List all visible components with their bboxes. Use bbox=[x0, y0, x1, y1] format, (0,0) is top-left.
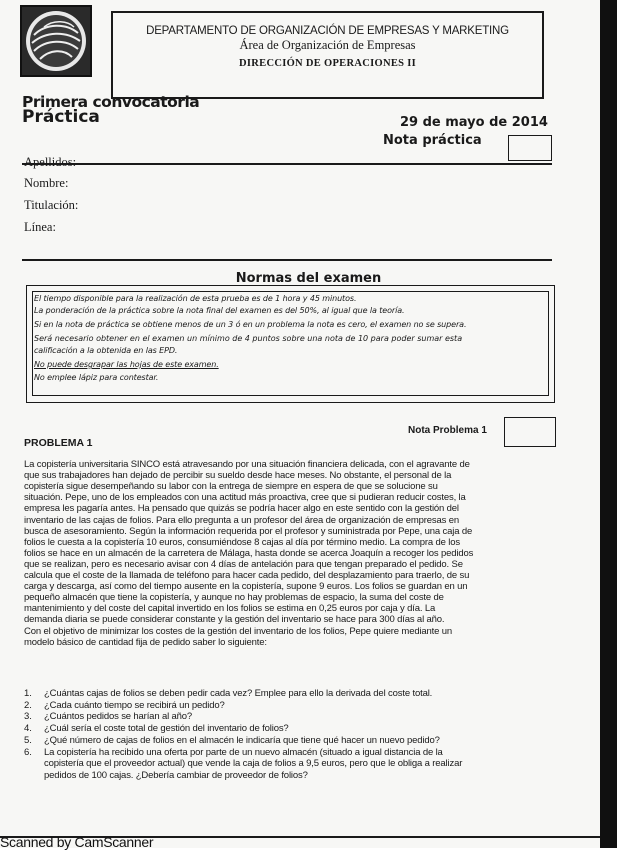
problem-text-line: Con el objetivo de minimizar los costes de la gestión del inventario de los folios, Pepe quiere mediante un bbox=[24, 625, 453, 637]
problem-text-line: copistería sigue desempeñando su labor con la entrega de siempre en espera de que se solucione su bbox=[24, 481, 438, 493]
rule-line: El tiempo disponible para la realización de esta prueba es de 1 hora y 45 minutos. bbox=[34, 294, 357, 303]
question-text: ¿Cuántas cajas de folios se deben pedir cada vez? Emplee para ello la derivada del coste total. bbox=[44, 688, 433, 699]
question-text: copistería que el proveedor actual) que vende la caja de folios a 9,5 euros, pero que le obliga a realizar bbox=[44, 758, 463, 770]
problem-text-line: pequeño almacén que tiene la copistería, y aunque no hay problemas de espacio, la suma del coste de bbox=[24, 592, 444, 604]
problem-text-line: carga y descarga, así como del tiempo ausente en la copistería, supone 9 euros. Los folios se guardan en un bbox=[24, 581, 468, 593]
problem-text-line: calcula que el coste de la llamada de teléfono para hacer cada pedido, del desplazamiento para traerlo, de su bbox=[24, 570, 470, 581]
question-text: pedidos de 100 cajas. ¿Debería cambiar de proveedor de folios? bbox=[44, 769, 308, 781]
question-number: 3. bbox=[24, 711, 32, 723]
department-header bbox=[111, 11, 544, 99]
exam-type-title: Práctica bbox=[22, 107, 100, 127]
problem-text-line: inventario de las cajas de folios. Para ello pregunta a un profesor del área de organización de empresas en bbox=[24, 514, 459, 526]
problem-text-line: busca de asesoramiento. Según la información requerida por el profesor y suministrada por Pepe, una caja de bbox=[24, 525, 473, 537]
problem-text-line: que se realizan, pero es necesario avisar con 4 días de antelación para que tengan preparado el pedido. Se bbox=[24, 558, 463, 570]
rule-line: La ponderación de la práctica sobre la nota final del examen es del 50%, al igual que la teoría. bbox=[34, 306, 405, 315]
direction-name: DIRECCIÓN DE OPERACIONES II bbox=[238, 58, 416, 69]
question-text: ¿Cada cuánto tiempo se recibirá un pedido? bbox=[44, 699, 225, 711]
field-linea: Línea: bbox=[24, 220, 56, 234]
practice-grade-label: Nota práctica bbox=[383, 133, 482, 148]
question-text: ¿Cuántos pedidos se harían al año? bbox=[44, 711, 193, 723]
problem-text-line: La copistería universitaria SINCO está atravesando por una situación financiera delicada, con el agravante de bbox=[24, 459, 470, 470]
exam-date: 29 de mayo de 2014 bbox=[400, 115, 548, 130]
area-name: Área de Organización de Empresas bbox=[239, 38, 416, 52]
department-name: DEPARTAMENTO DE ORGANIZACIÓN DE EMPRESAS Y MARKETING bbox=[146, 25, 509, 37]
field-titulacion: Titulación: bbox=[24, 198, 79, 212]
rule-line: No puede desgrapar las hojas de este examen. bbox=[34, 360, 219, 369]
problem-text-line: empresa les pagaría antes. Ha pensado que quizás se podría hacer algo en este sentido con la gestión del bbox=[24, 503, 459, 515]
field-nombre: Nombre: bbox=[24, 176, 69, 190]
question-number: 5. bbox=[24, 734, 32, 746]
scanner-watermark: Scanned by CamScanner bbox=[0, 834, 154, 850]
convocatoria-title: Primera convocatoria bbox=[22, 93, 200, 111]
problem-text-line: folios le cuesta a la copistería 10 euros, consumiéndose 8 cajas al día por término medio. La compra de los bbox=[24, 536, 460, 548]
practice-grade-box[interactable] bbox=[508, 135, 552, 161]
problem-text-line: que sus trabajadores han dejado de percibir su sueldo desde hace meses. No obstante, el personal de la bbox=[24, 470, 452, 482]
divider-fields bbox=[22, 259, 552, 261]
rule-line: calificación a la obtenida en las EPD. bbox=[34, 346, 178, 355]
question-number: 2. bbox=[24, 699, 32, 711]
divider-top bbox=[22, 163, 552, 165]
question-number: 4. bbox=[24, 723, 32, 735]
question-text: ¿Cuál sería el coste total de gestión del inventario de folios? bbox=[44, 723, 289, 735]
problem-text-line: situación. Pepe, uno de los empleados con una actitud más proactiva, cree que si pudieran reducir costes, la bbox=[24, 492, 466, 504]
problem-title: PROBLEMA 1 bbox=[24, 437, 93, 449]
university-logo-icon bbox=[20, 5, 92, 77]
question-text: ¿Qué número de cajas de folios en el almacén le indicaría que tiene qué hacer un nuevo pedido? bbox=[44, 734, 440, 746]
scan-edge-shadow bbox=[600, 0, 617, 848]
problem-grade-box[interactable] bbox=[504, 417, 556, 447]
rules-title: Normas del examen bbox=[235, 271, 382, 286]
question-text: La copistería ha recibido una oferta por parte de un nuevo almacén (situado a igual distancia de la bbox=[44, 746, 443, 758]
rule-line: No emplee lápiz para contestar. bbox=[34, 373, 159, 382]
problem-text-line: demanda diaria se puede considerar constante y la gestión del inventario se hace para 300 días al año. bbox=[24, 614, 445, 626]
field-apellidos: Apellidos: bbox=[24, 155, 77, 169]
problem-text-line: mantenimiento y del coste del capital invertido en los folios se estima en 0,25 euros por caja y día. La bbox=[24, 603, 436, 615]
rule-line: Será necesario obtener en el examen un mínimo de 4 puntos sobre una nota de 10 para poder sumar esta bbox=[34, 334, 463, 343]
problem-text-line: folios se hace en un almacén de la carretera de Málaga, hasta donde se acerca Joaquín a recoger los pedidos bbox=[24, 547, 474, 559]
problem-text-line: modelo básico de cantidad fija de pedido saber lo siguiente: bbox=[24, 636, 267, 648]
rule-line: Si en la nota de práctica se obtiene menos de un 3 ó en un problema la nota es cero, el examen no se supera. bbox=[34, 320, 467, 329]
problem-grade-label: Nota Problema 1 bbox=[408, 425, 487, 436]
question-number: 1. bbox=[24, 688, 32, 699]
question-number: 6. bbox=[24, 746, 32, 758]
